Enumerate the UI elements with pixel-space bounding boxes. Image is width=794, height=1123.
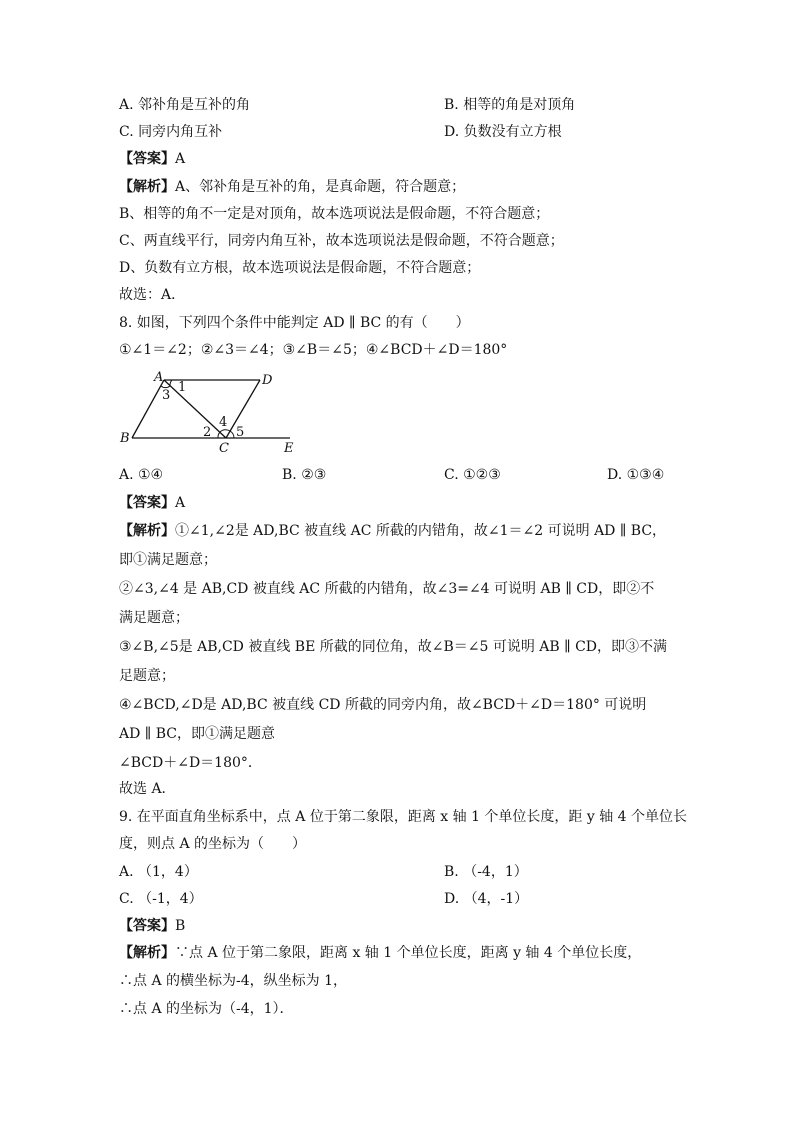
q9-analysis-3: ∴点 A 的坐标为（-4，1）．: [119, 1001, 294, 1017]
answer-value: B: [175, 918, 186, 934]
q9-stem-2: 度，则点 A 的坐标为（ ）: [119, 836, 307, 852]
arc-angle-1: [170, 380, 172, 386]
angle-label-4: 4: [219, 415, 228, 430]
label-c: C: [219, 441, 229, 456]
q7-option-c: C. 同旁内角互补: [119, 124, 223, 140]
q8-analysis-1b: 即①满足题意；: [119, 552, 217, 568]
q9-option-c: C. （-1，4）: [119, 891, 203, 907]
analysis-tag: 【解析】: [119, 179, 175, 195]
label-d: D: [262, 373, 273, 388]
answer-tag: 【答案】: [119, 495, 175, 511]
q7-analysis-1: [119, 177, 465, 197]
answer-tag: 【答案】: [119, 918, 175, 934]
answer-value: A: [175, 495, 186, 511]
q8-analysis-1: [119, 521, 666, 541]
q8-option-c: C. ①②③: [444, 467, 501, 483]
q8-conditions: ①∠1＝∠2；②∠3＝∠4；③∠B＝∠5；④∠BCD＋∠D＝180°: [119, 342, 508, 358]
q7-option-d: D. 负数没有立方根: [444, 124, 562, 140]
q8-conclusion: 故选 A．: [119, 781, 176, 797]
angle-label-1: 1: [178, 380, 187, 395]
analysis-text: A、邻补角是互补的角，是真命题，符合题意；: [175, 179, 466, 195]
analysis-text: ①∠1,∠2是 AD,BC 被直线 AC 所截的内错角，故∠1＝∠2 可说明 AD ∥ BC，: [175, 523, 667, 539]
line-ab: [132, 380, 164, 438]
q9-stem-1: 9. 在平面直角坐标系中，点 A 位于第二象限，距离 x 轴 1 个单位长度，距 y 轴 4 个单位长: [119, 809, 688, 825]
q8-option-d: D. ①③④: [607, 467, 665, 483]
q7-answer: [119, 149, 185, 169]
q7-analysis-4: D、负数有立方根，故本选项说法是假命题，不符合题意；: [119, 260, 481, 276]
angle-label-2: 2: [203, 425, 212, 440]
q7-conclusion: 故选：A．: [119, 287, 186, 303]
q7-analysis-2: B、相等的角不一定是对顶角，故本选项说法是假命题，不符合题意；: [119, 206, 550, 222]
q7-option-a: A. 邻补角是互补的角: [119, 97, 251, 113]
q8-option-b: B. ②③: [282, 467, 327, 483]
q8-answer: [119, 493, 185, 513]
label-e: E: [284, 441, 294, 456]
label-b: B: [120, 431, 130, 446]
q9-analysis-2: ∴点 A 的横坐标为-4，纵坐标为 1，: [119, 973, 348, 989]
q8-analysis-2b: 满足题意；: [119, 610, 189, 626]
arc-angle-2: [218, 432, 220, 438]
q9-answer: [119, 916, 185, 936]
q8-analysis-3: ③∠B,∠5是 AB,CD 被直线 BE 所截的同位角，故∠B＝∠5 可说明 AB ∥ CD，即③不满: [119, 639, 668, 655]
analysis-text: ∵点 A 位于第二象限，距离 x 轴 1 个单位长度，距离 y 轴 4 个单位长度，: [175, 945, 642, 961]
arc-angle-5: [230, 431, 234, 438]
q8-analysis-4b: AD ∥ BC，即①满足题意: [119, 726, 275, 742]
q8-analysis-4c: ∠BCD＋∠D＝180°．: [119, 755, 262, 771]
angle-label-3: 3: [162, 388, 171, 403]
answer-value: A: [175, 151, 186, 167]
line-ac: [164, 380, 226, 438]
q8-option-a: A. ①④: [119, 467, 164, 483]
q9-analysis-1: [119, 943, 641, 963]
angle-label-5: 5: [236, 425, 245, 440]
arc-angle-4: [220, 430, 230, 432]
q8-analysis-3b: 足题意；: [119, 668, 175, 684]
analysis-tag: 【解析】: [119, 945, 175, 961]
q8-analysis-2: ②∠3,∠4 是 AB,CD 被直线 AC 所截的内错角，故∠3=∠4 可说明 AB ∥ CD，即②不: [119, 581, 655, 597]
q8-analysis-4: ④∠BCD,∠D是 AD,BC 被直线 CD 所截的同旁内角，故∠BCD＋∠D＝180° 可说明: [119, 697, 647, 713]
label-a: A: [154, 370, 164, 385]
q9-option-a: A. （1，4）: [119, 864, 198, 880]
answer-tag: 【答案】: [119, 151, 175, 167]
analysis-tag: 【解析】: [119, 523, 175, 539]
q7-analysis-3: C、两直线平行，同旁内角互补，故本选项说法是假命题，不符合题意；: [119, 233, 564, 249]
q8-geometry-figure: [112, 366, 312, 458]
q8-stem: 8. 如图，下列四个条件中能判定 AD ∥ BC 的有（ ）: [119, 315, 470, 331]
q9-option-b: B. （-4，1）: [444, 864, 528, 880]
q9-option-d: D. （4，-1）: [444, 891, 529, 907]
q7-option-b: B. 相等的角是对顶角: [444, 97, 576, 113]
